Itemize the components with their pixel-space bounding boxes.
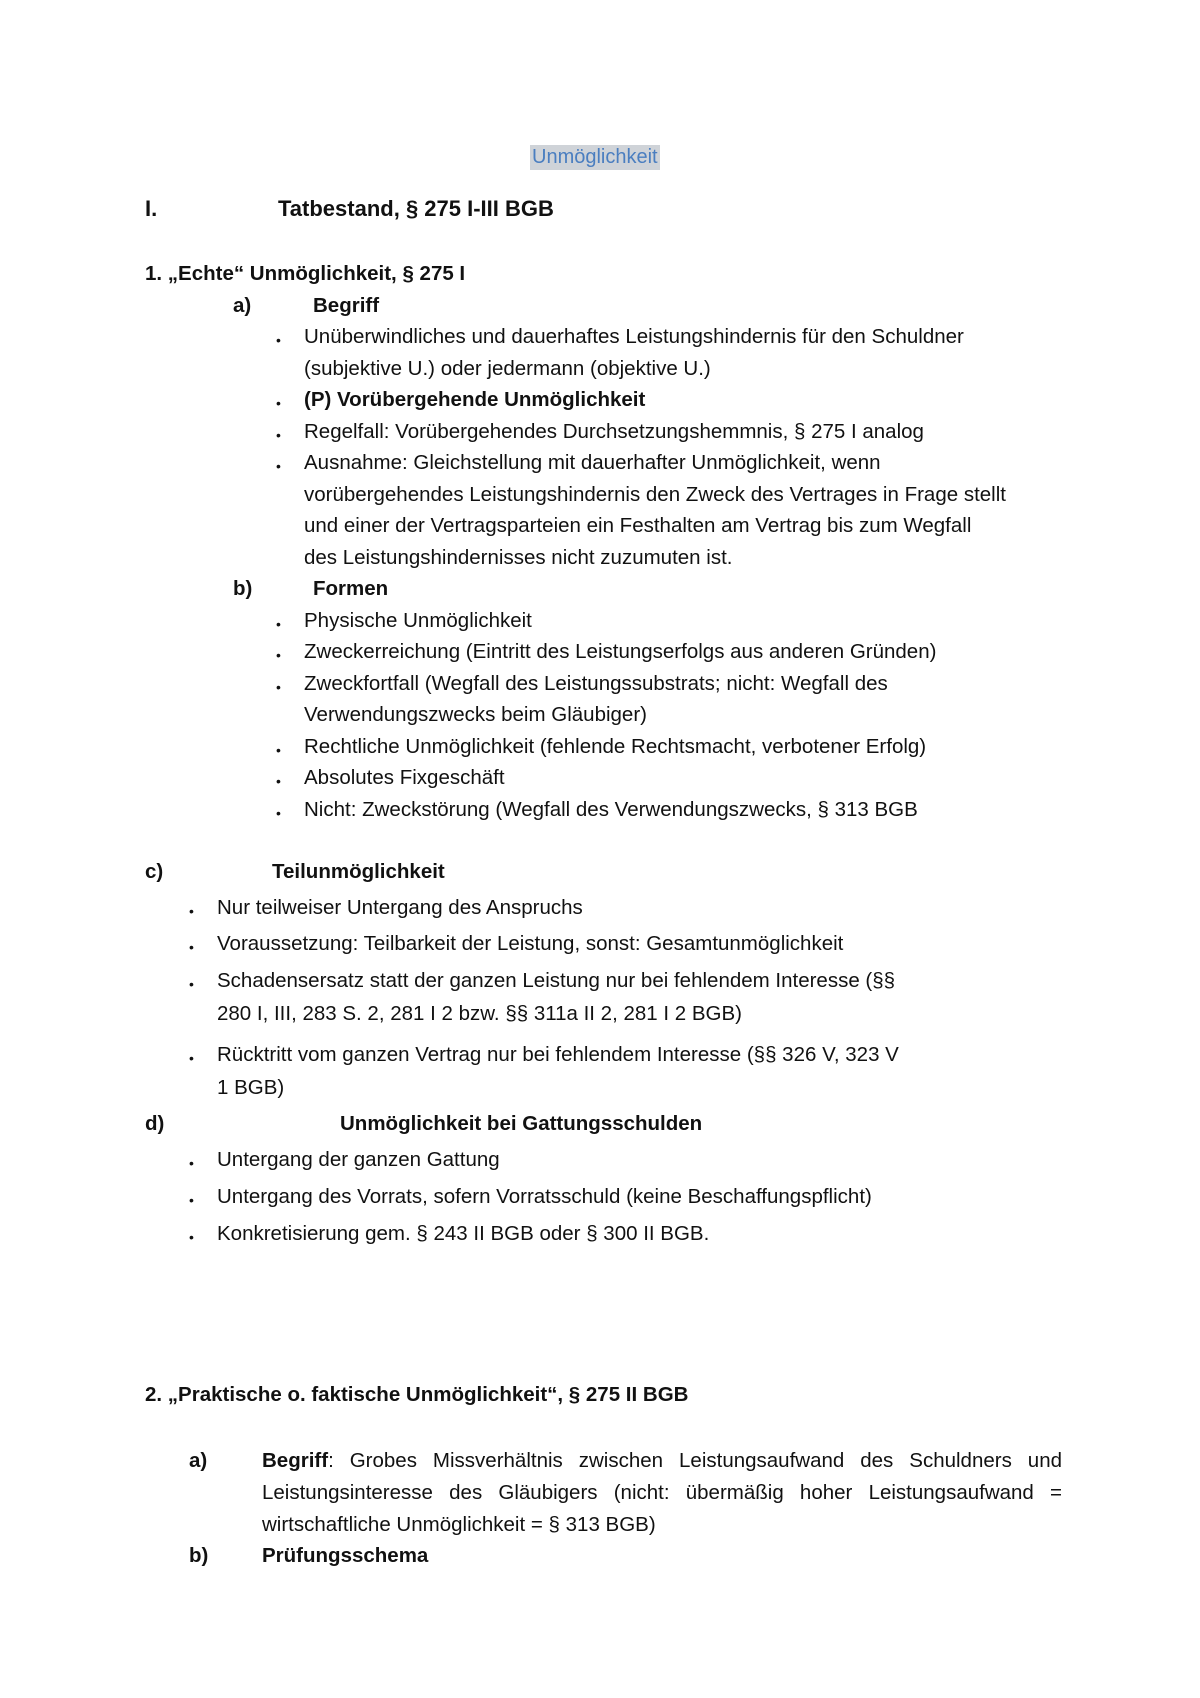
list-item-continuation: Verwendungszwecks beim Gläubiger) xyxy=(304,703,647,726)
item-letter: d) xyxy=(145,1112,165,1135)
bullet-icon: • xyxy=(189,939,194,955)
list-item: Rücktritt vom ganzen Vertrag nur bei fehlendem Interesse (§§ 326 V, 323 V xyxy=(217,1043,899,1066)
list-item: Untergang der ganzen Gattung xyxy=(217,1148,500,1171)
bullet-icon: • xyxy=(276,427,281,443)
list-item: Untergang des Vorrats, sofern Vorratsschuld (keine Beschaffungspflicht) xyxy=(217,1185,872,1208)
definition-paragraph xyxy=(262,1445,1062,1541)
bullet-icon: • xyxy=(276,742,281,758)
list-item: Zweckfortfall (Wegfall des Leistungssubstrats; nicht: Wegfall des xyxy=(304,672,888,695)
list-item: Konkretisierung gem. § 243 II BGB oder § 300 II BGB. xyxy=(217,1222,710,1245)
list-item: Regelfall: Vorübergehendes Durchsetzungshemmnis, § 275 I analog xyxy=(304,420,924,443)
list-item-continuation: 1 BGB) xyxy=(217,1076,285,1099)
list-item-continuation: 280 I, III, 283 S. 2, 281 I 2 bzw. §§ 311a II 2, 281 I 2 BGB) xyxy=(217,1002,742,1025)
subsection-heading: 1. „Echte“ Unmöglichkeit, § 275 I xyxy=(145,262,466,285)
bullet-icon: • xyxy=(189,976,194,992)
list-item: (P) Vorübergehende Unmöglichkeit xyxy=(304,388,646,411)
definition-label: Begriff xyxy=(262,1449,329,1472)
list-item: Physische Unmöglichkeit xyxy=(304,609,532,632)
item-letter: a) xyxy=(189,1449,208,1472)
item-letter: b) xyxy=(189,1544,209,1567)
item-title: Teilunmöglichkeit xyxy=(272,860,445,883)
document-title: Unmöglichkeit xyxy=(532,146,658,168)
item-title: Prüfungsschema xyxy=(262,1544,429,1567)
bullet-icon: • xyxy=(189,1229,194,1245)
subsection-heading: 2. „Praktische o. faktische Unmöglichkeit“, § 275 II BGB xyxy=(145,1383,689,1406)
list-item: Schadensersatz statt der ganzen Leistung nur bei fehlendem Interesse (§§ xyxy=(217,969,896,992)
item-letter: c) xyxy=(145,860,164,883)
bullet-icon: • xyxy=(276,805,281,821)
bullet-icon: • xyxy=(276,616,281,632)
section-title: Tatbestand, § 275 I-III BGB xyxy=(278,196,554,221)
bullet-icon: • xyxy=(276,647,281,663)
bullet-icon: • xyxy=(276,332,281,348)
item-title: Formen xyxy=(313,577,389,600)
bullet-icon: • xyxy=(189,903,194,919)
definition-text: : Grobes Missverhältnis zwischen Leistungsaufwand des Schuldners und Leistungsinteresse des Gläubigers (nicht: übermäßig hoher Leistungsaufwand = wirtschaftliche Unmöglichkeit = § 313 BGB) xyxy=(262,1449,1062,1536)
list-item: Rechtliche Unmöglichkeit (fehlende Rechtsmacht, verbotener Erfolg) xyxy=(304,735,927,758)
list-item: Nur teilweiser Untergang des Anspruchs xyxy=(217,896,583,919)
list-item-continuation: des Leistungshindernisses nicht zuzumuten ist. xyxy=(304,546,733,569)
item-title: Unmöglichkeit bei Gattungsschulden xyxy=(340,1112,703,1135)
list-item: Ausnahme: Gleichstellung mit dauerhafter Unmöglichkeit, wenn xyxy=(304,451,881,474)
list-item-continuation: vorübergehendes Leistungshindernis den Zweck des Vertrages in Frage stellt xyxy=(304,483,1006,506)
list-item: Unüberwindliches und dauerhaftes Leistungshindernis für den Schuldner xyxy=(304,325,964,348)
bullet-icon: • xyxy=(276,773,281,789)
list-item: Nicht: Zweckstörung (Wegfall des Verwendungszwecks, § 313 BGB xyxy=(304,798,918,821)
bullet-icon: • xyxy=(189,1192,194,1208)
bullet-icon: • xyxy=(276,679,281,695)
list-item-continuation: und einer der Vertragsparteien ein Festhalten am Vertrag bis zum Wegfall xyxy=(304,514,972,537)
item-title: Begriff xyxy=(313,294,380,317)
list-item: Voraussetzung: Teilbarkeit der Leistung, sonst: Gesamtunmöglichkeit xyxy=(217,932,844,955)
section-number: I. xyxy=(145,196,158,221)
list-item: Zweckerreichung (Eintritt des Leistungserfolgs aus anderen Gründen) xyxy=(304,640,937,663)
bullet-icon: • xyxy=(189,1050,194,1066)
list-item: Absolutes Fixgeschäft xyxy=(304,766,505,789)
item-letter: b) xyxy=(233,577,253,600)
item-letter: a) xyxy=(233,294,252,317)
bullet-icon: • xyxy=(189,1155,194,1171)
bullet-icon: • xyxy=(276,395,281,411)
list-item-continuation: (subjektive U.) oder jedermann (objektive U.) xyxy=(304,357,711,380)
bullet-icon: • xyxy=(276,458,281,474)
